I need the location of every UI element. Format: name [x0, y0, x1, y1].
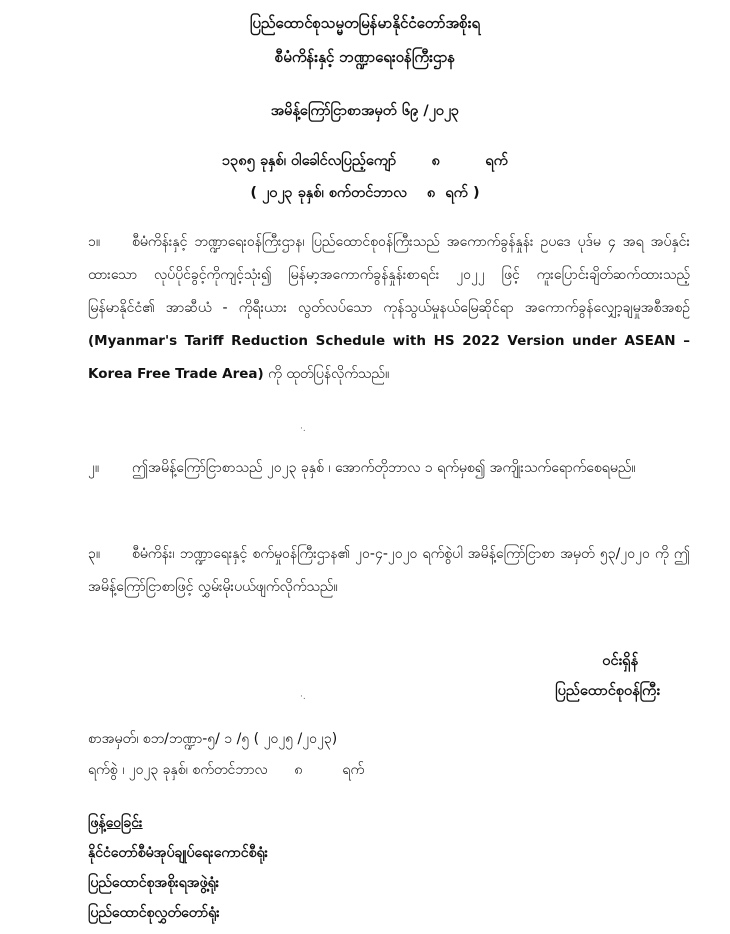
signatory-name: ဝင်းရှိန်	[602, 653, 638, 669]
paragraph-1	[88, 226, 690, 391]
letter-date: ရက်စွဲ ၊ ၂၀၂၃ ခုနှစ်၊ စက်တင်ဘာလ ၈ ရက်	[88, 762, 365, 778]
ministry-line-1: ပြည်ထောင်စုသမ္မတမြန်မာနိုင်ငံတော်အစိုးရ	[249, 14, 481, 32]
ministry-line-2: စီမံကိန်းနှင့် ဘဏ္ဍာရေးဝန်ကြီးဌာန	[274, 48, 456, 66]
signature-block	[555, 646, 660, 706]
distribution-item: ပြည်ထောင်စုလွှတ်တော်ရုံး	[88, 905, 220, 921]
paragraph-text: ဤအမိန့်ကြော်ငြာစာသည် ၂၀၂၃ ခုနှစ် ၊ အောက်တိုဘာလ ၁ ရက်မှစ၍ အကျိုးသက်ရောက်စေရမည်။	[132, 460, 636, 476]
paragraph-number: ၂။	[88, 460, 100, 476]
date-gregorian: ( ၂၀၂၃ ခုနှစ်၊ စက်တင်ဘာလ ၈ ရက် )	[250, 185, 480, 201]
paragraph-latin-text: (Myanmar's Tariff Reduction Schedule with HS 2022 Version under ASEAN – Korea Free Trade Area)	[88, 333, 690, 382]
paragraph-text: စီမံကိန်း၊ ဘဏ္ဍာရေးနှင့် စက်မှုဝန်ကြီးဌာန၏ ၂၀-၄-၂၀၂၀ ရက်စွဲပါ အမိန့်ကြော်ငြာစာ အမှတ် ၅၃/၂၀၂၀ ကို ဤအမိန့်ကြော်ငြာစာဖြင့် လွှမ်းမိုးပယ်ဖျက်လိုက်သည်။	[88, 546, 690, 595]
scan-speck: ·.	[300, 692, 306, 702]
paragraph-text: စီမံကိန်းနှင့် ဘဏ္ဍာရေးဝန်ကြီးဌာန၊ ပြည်ထောင်စုဝန်ကြီးသည် အကောက်ခွန်နှုန်း ဥပဒေ ပုဒ်မ ၄ အရ အပ်နှင်းထားသော လုပ်ပိုင်ခွင့်ကိုကျင့်သုံး၍ မြန်မာ့အကောက်ခွန်နှုန်းစာရင်း ၂၀၂၂ ဖြင့် ကူးပြောင်းချိတ်ဆက်ထားသည့် မြန်မာနိုင်ငံ၏ အာဆီယံ - ကိုရီးယား လွတ်လပ်သော ကုန်သွယ်မှုနယ်မြေဆိုင်ရာ အကောက်ခွန်လျှော့ချမှုအစီအစဉ်	[88, 234, 690, 316]
distribution-heading: ဖြန့်ဝေခြင်း	[88, 815, 143, 831]
notification-number: အမိန့်ကြော်ငြာစာအမှတ် ၆၉ /၂၀၂၃	[270, 103, 460, 119]
letter-number: စာအမှတ်၊ စဘ/ဘဏ္ဍာ-၅/ ၁ /၅ ( ၂၀၂၅ /၂၀၂၃)	[88, 731, 338, 747]
paragraph-number: ၃။	[88, 546, 101, 562]
reference-block	[88, 724, 364, 786]
paragraph-text-end: ကို ထုတ်ပြန်လိုက်သည်။	[268, 366, 390, 382]
paragraph-3	[88, 538, 690, 604]
signatory-title: ပြည်ထောင်စုဝန်ကြီး	[555, 683, 660, 699]
distribution-item: နိုင်ငံတော်စီမံအုပ်ချုပ်ရေးကောင်စီရုံး	[88, 845, 269, 861]
date-myanmar: ၁၃၈၅ ခုနှစ်၊ ဝါခေါင်လပြည့်ကျော် ၈ ရက်	[222, 153, 508, 169]
paragraph-number: ၁။	[88, 234, 101, 250]
distribution-item: ပြည်ထောင်စုအစိုးရအဖွဲ့ရုံး	[88, 875, 220, 891]
distribution-block	[88, 808, 268, 928]
scan-speck: ·.	[300, 424, 306, 434]
paragraph-2	[88, 452, 690, 485]
